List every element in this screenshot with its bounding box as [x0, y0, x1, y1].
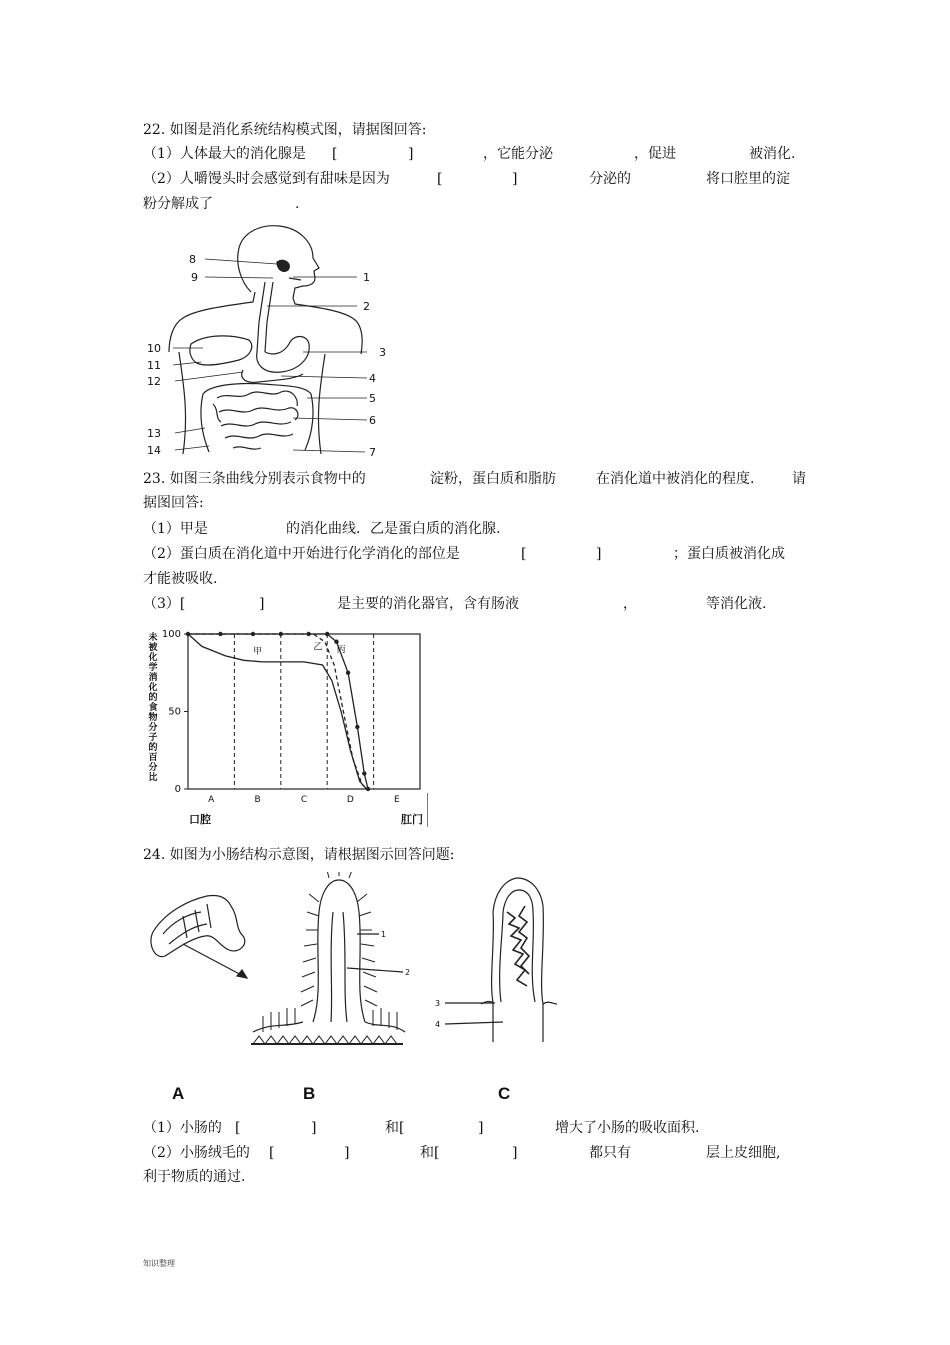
q24-line1-d: 和[ — [385, 1120, 405, 1136]
digestive-system-figure — [143, 222, 393, 462]
q24-line2-a: （2）小肠绒毛的 — [143, 1145, 250, 1161]
chart-x-category-label: B — [254, 795, 261, 805]
q22-line2-c: ] — [512, 171, 518, 187]
chart-y-tick-label: 100 — [161, 629, 181, 640]
chart-series-label: 甲 — [253, 647, 263, 658]
chart-x-category-label: C — [300, 795, 308, 805]
q24-line2-c: ] — [344, 1145, 350, 1161]
q22-line2-e: 将口腔里的淀 — [706, 171, 790, 187]
q23-line4-d: ；蛋白质被消化成 — [673, 546, 785, 562]
label-6: 6 — [369, 414, 376, 427]
q24-line2-b: [ — [269, 1145, 275, 1161]
chart-series-point — [251, 632, 255, 636]
label-9: 9 — [191, 271, 198, 284]
label-14: 14 — [147, 444, 161, 457]
chart-series-point — [279, 632, 283, 636]
q24-line1-c: ] — [311, 1120, 317, 1136]
chart-y-label-char: 未 — [148, 633, 158, 643]
q23-line6-e: 等消化液. — [706, 596, 767, 612]
q23-line1-b: 淀粉，蛋白质和脂肪 — [430, 471, 556, 487]
q23-line4-c: ] — [596, 546, 602, 562]
q22-line1-b: [ — [332, 146, 338, 162]
q24-line1-b: [ — [235, 1120, 241, 1136]
label-2: 2 — [363, 300, 370, 313]
q22-line1-d: ，它能分泌 — [483, 146, 553, 162]
chart-series-point — [362, 771, 366, 775]
label-c3: 3 — [435, 999, 441, 1008]
label-11: 11 — [147, 359, 161, 372]
q22-title: 22. 如图是消化系统结构模式图，请据图回答: — [143, 122, 427, 138]
chart-y-label-char: 物 — [148, 713, 158, 723]
label-4: 4 — [369, 372, 376, 385]
chart-series-point — [306, 632, 310, 636]
q22-line1-f: 被消化. — [749, 146, 796, 162]
q24-line1-f: 增大了小肠的吸收面积. — [555, 1120, 700, 1136]
panel-label-a: A — [172, 1084, 185, 1103]
chart-series-point — [325, 632, 329, 636]
chart-y-label-char: 食 — [148, 703, 158, 713]
q24-line3: 利于物质的通过. — [143, 1169, 246, 1185]
chart-series-line — [188, 634, 367, 789]
chart-y-label-char: 的 — [148, 743, 158, 753]
q24-line2-g: 层上皮细胞, — [706, 1145, 781, 1161]
q22-line3-b: . — [295, 196, 300, 212]
chart-series-point — [218, 632, 222, 636]
q23-line3-a: （1）甲是 — [143, 521, 208, 537]
chart-y-label-char: 被 — [148, 643, 158, 653]
digestion-chart — [143, 624, 428, 834]
chart-y-label-char: 分 — [148, 723, 158, 733]
q23-line2: 据图回答: — [143, 495, 204, 511]
label-b1: 1 — [381, 930, 387, 939]
chart-series-point — [334, 640, 338, 644]
chart-y-label-char: 子 — [148, 733, 158, 743]
q24-line2-d: 和[ — [420, 1145, 440, 1161]
page-footer: 知识整理 — [143, 1259, 175, 1268]
label-8: 8 — [189, 253, 196, 266]
q23-line6-b: ] — [259, 596, 265, 612]
label-b2: 2 — [405, 968, 411, 977]
chart-y-label-char: 的 — [148, 693, 158, 703]
panel-label-b: B — [303, 1084, 316, 1103]
chart-series-point — [366, 787, 370, 791]
chart-y-label-char: 学 — [148, 663, 158, 673]
panel-label-c: C — [498, 1084, 511, 1103]
q22-line2-d: 分泌的 — [589, 171, 631, 187]
q24-title: 24. 如图为小肠结构示意图，请根据图示回答问题: — [143, 847, 455, 863]
chart-plot-frame — [188, 634, 420, 789]
chart-y-label-char: 化 — [148, 683, 158, 693]
label-13: 13 — [147, 427, 161, 440]
q24-line1-a: （1）小肠的 — [143, 1120, 222, 1136]
chart-y-label-char: 化 — [148, 653, 158, 663]
label-12: 12 — [147, 375, 161, 388]
q24-line1-e: ] — [478, 1120, 484, 1136]
chart-y-tick-label: 0 — [174, 784, 181, 795]
label-3: 3 — [379, 346, 386, 359]
q23-line5: 才能被吸收. — [143, 571, 218, 587]
small-intestine-figure — [143, 872, 563, 1052]
q24-line2-f: 都只有 — [589, 1145, 631, 1161]
q22-line1-c: ] — [408, 146, 414, 162]
chart-y-label-char: 比 — [148, 773, 158, 783]
chart-series-label: 乙 — [313, 642, 323, 653]
chart-y-label-char: 消 — [148, 673, 158, 683]
q23-line3-b: 的消化曲线．乙是蛋白质的消化腺. — [286, 521, 501, 537]
q22-line2-b: [ — [437, 171, 443, 187]
q22-line3-a: 粉分解成了 — [143, 196, 213, 212]
q23-line6-a: （3）[ — [143, 596, 186, 612]
chart-y-tick-label: 50 — [168, 706, 181, 718]
chart-series-point — [186, 632, 190, 636]
label-10: 10 — [147, 342, 161, 355]
q23-line4-a: （2）蛋白质在消化道中开始进行化学消化的部位是 — [143, 546, 460, 562]
chart-x-label-left: 口腔 — [189, 813, 211, 826]
q24-line2-e: ] — [512, 1145, 518, 1161]
chart-y-label-char: 百 — [148, 753, 158, 763]
label-5: 5 — [369, 392, 376, 405]
chart-y-label-char: 分 — [148, 763, 158, 773]
q22-line1-a: （1）人体最大的消化腺是 — [143, 146, 306, 162]
q23-line1-a: 23. 如图三条曲线分别表示食物中的 — [143, 471, 366, 487]
label-c4: 4 — [435, 1020, 441, 1029]
chart-series-line — [188, 634, 367, 789]
chart-x-category-label: E — [393, 795, 400, 805]
q22-line2-a: （2）人嚼馒头时会感觉到有甜味是因为 — [143, 171, 390, 187]
q23-line6-c: 是主要的消化器官，含有肠液 — [337, 596, 519, 612]
label-1: 1 — [363, 271, 370, 284]
q23-line6-d: ， — [623, 596, 637, 612]
chart-series-point — [355, 725, 359, 729]
label-7: 7 — [369, 446, 376, 459]
chart-series-point — [346, 671, 350, 675]
chart-x-category-label: D — [346, 795, 354, 805]
q22-line1-e: ，促进 — [634, 146, 676, 162]
q23-line1-d: 请 — [792, 471, 806, 487]
chart-x-label-right: 肛门 — [401, 813, 423, 826]
q23-line1-c: 在消化道中被消化的程度. — [596, 471, 755, 487]
q23-line4-b: [ — [521, 546, 527, 562]
chart-series-label: 丙 — [336, 645, 346, 656]
chart-x-category-label: A — [208, 795, 215, 805]
